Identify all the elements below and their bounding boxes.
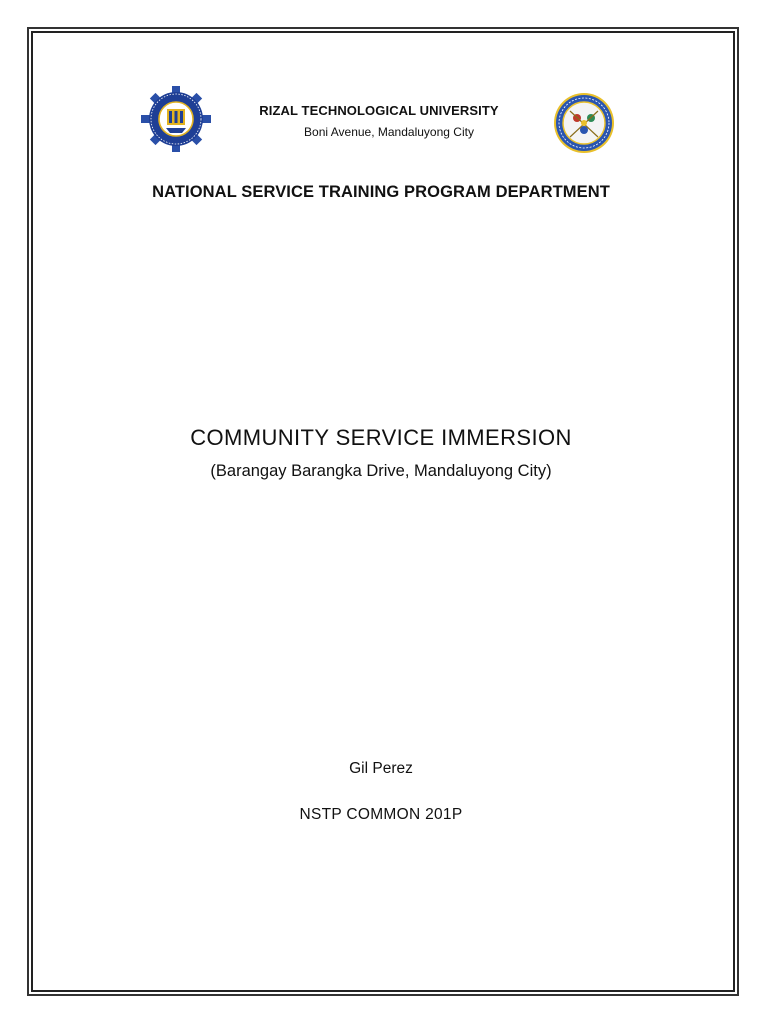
university-address-text: Boni Avenue, Mandaluyong City	[304, 125, 474, 139]
course-code: NSTP COMMON 201P	[299, 806, 463, 823]
university-name	[0, 103, 768, 118]
document-location: (Barangay Barangka Drive, Mandaluyong City)	[210, 462, 552, 480]
nstp-seal-icon	[548, 92, 620, 154]
author-name: Gil Perez	[349, 760, 413, 777]
document-title: COMMUNITY SERVICE IMMERSION	[190, 425, 572, 450]
rtu-seal-icon	[140, 86, 212, 152]
university-name-text: RIZAL TECHNOLOGICAL UNIVERSITY	[259, 103, 499, 118]
page-border-inner	[31, 31, 735, 992]
university-address	[0, 125, 768, 139]
department-heading: NATIONAL SERVICE TRAINING PROGRAM DEPARTMENT	[152, 183, 610, 201]
